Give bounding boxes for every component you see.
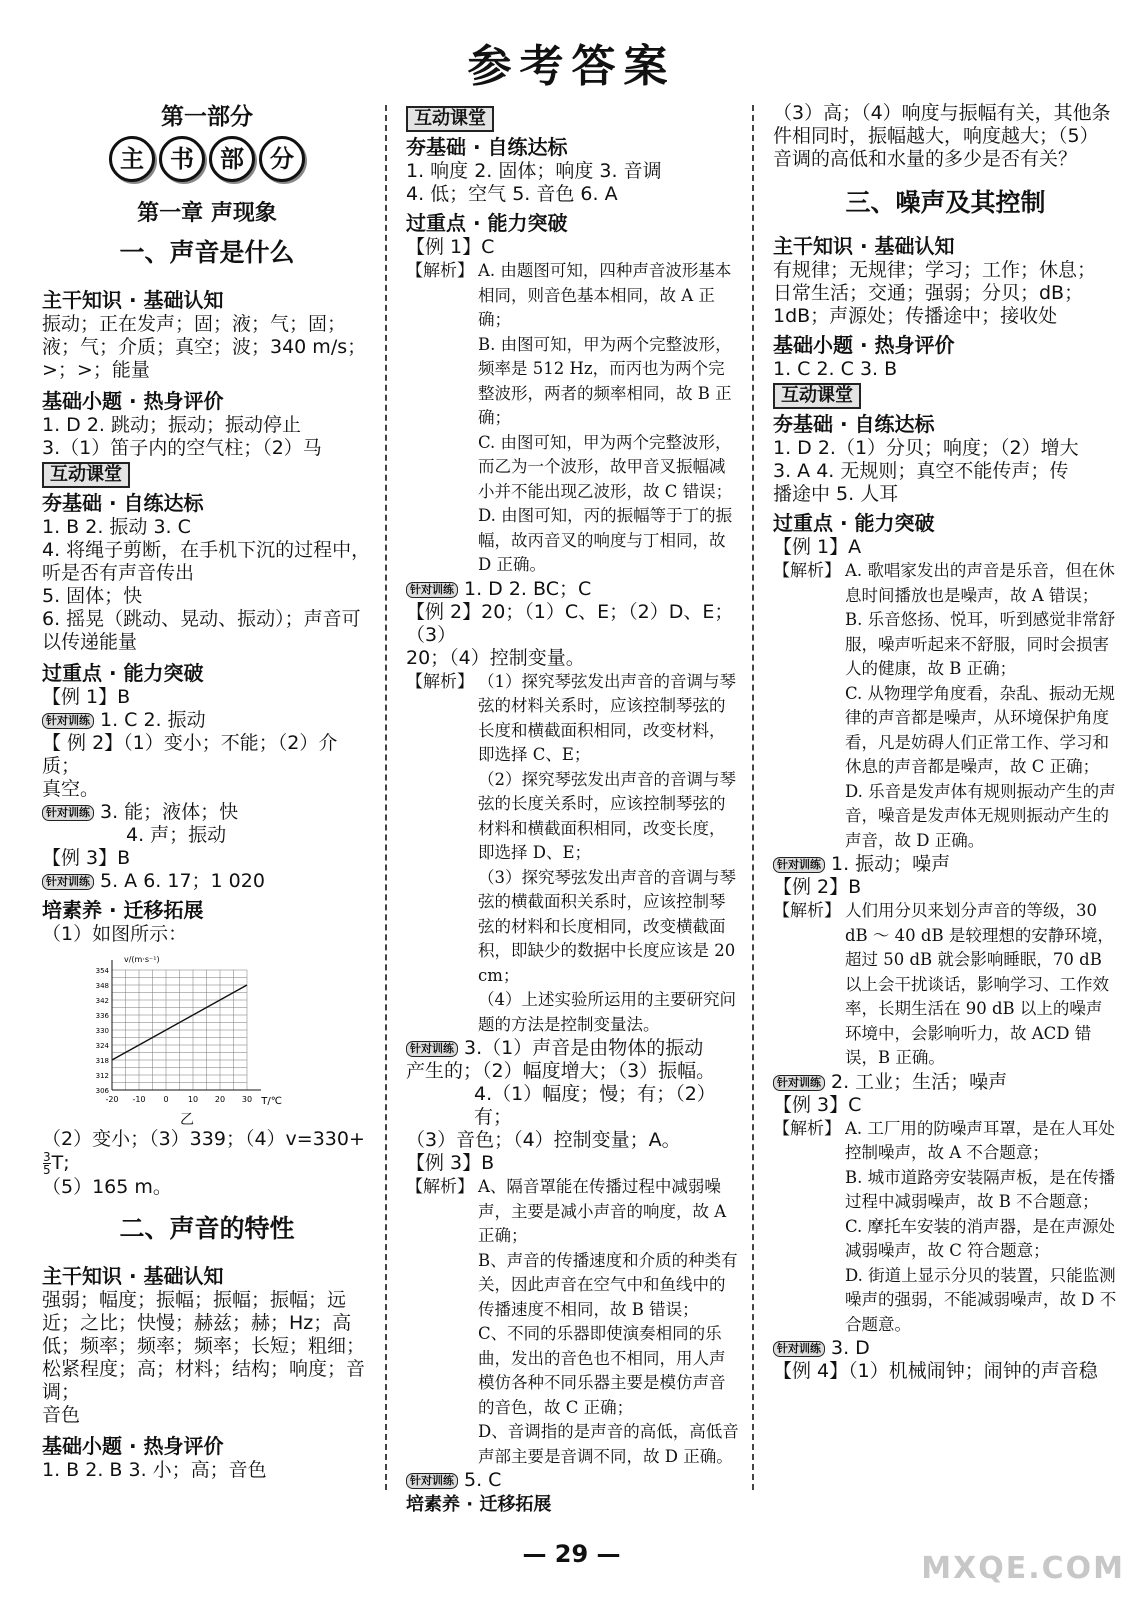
chapter-title: 第一章 声现象 xyxy=(137,201,277,226)
answer-line: 音调的高低和水量的多少是否有关？ xyxy=(773,148,1078,170)
y-tick-label: 336 xyxy=(95,1012,109,1020)
drill-answer xyxy=(406,1469,741,1492)
answer-line: >；>；能量 xyxy=(42,359,150,381)
drill-text: 3.（1）声音是由物体的振动 xyxy=(464,1037,704,1059)
drill-text: 3. 能；液体；快 xyxy=(100,801,239,823)
chart-grid xyxy=(112,960,261,1090)
example-answer: 【例 1】A xyxy=(773,536,862,558)
drill-answer xyxy=(773,1071,1118,1094)
subheading: 基础小题 · 热身评价 xyxy=(42,389,224,413)
drill-answer xyxy=(42,801,372,824)
subheading: 过重点 · 能力突破 xyxy=(42,661,204,685)
answer-line: 振动；正在发声；固；液；气；固； xyxy=(42,313,347,335)
drill-text: 1. 振动；噪声 xyxy=(831,853,951,875)
answer-line: （1）如图所示： xyxy=(42,923,188,945)
explanation-item: （4）上述实验所运用的主要研究问题的方法是控制变量法。 xyxy=(478,990,736,1034)
drill-answer xyxy=(773,1337,1118,1360)
banner-char: 主 xyxy=(109,136,155,182)
answer-line: 液；气；介质；真空；波；340 m/s； xyxy=(42,336,367,358)
subheading: 夯基础 · 自练达标 xyxy=(42,491,204,515)
answer-line: 1. C 2. C 3. B xyxy=(773,358,898,380)
answer-line: 近；之比；快慢；赫兹；赫；Hz；高 xyxy=(42,1312,352,1334)
interactive-class-badge: 互动课堂 xyxy=(773,383,861,409)
answer-line: 日常生活；交通；强弱；分贝；dB； xyxy=(773,282,1084,304)
drill-text: 1. D 2. BC；C xyxy=(464,577,592,600)
explanation-item: C. 摩托车安装的消声器，是在声源处减弱噪声，故 C 符合题意； xyxy=(845,1216,1116,1260)
drill-answer xyxy=(42,709,372,732)
explanation-item: A. 由题图可知，四种声音波形基本相同，则音色基本相同，故 A 正确； xyxy=(478,261,732,329)
section-title: 二、声音的特性 xyxy=(119,1214,295,1243)
answer-line: 1. B 2. 振动 3. C xyxy=(42,516,191,538)
chart-y-label: v/(m·s⁻¹) xyxy=(124,955,160,964)
answer-line: 1. D 2. 跳动；振动；振动停止 xyxy=(42,414,302,436)
y-tick-label: 354 xyxy=(95,967,109,975)
example-answer: 【例 2】B xyxy=(773,876,862,898)
answer-line xyxy=(42,1128,372,1176)
y-tick-label: 318 xyxy=(95,1057,109,1065)
x-tick-label: -20 xyxy=(105,1095,119,1104)
answer-line: （3）高；（4）响度与振幅有关，其他条 xyxy=(773,102,1111,124)
explanation-item: B. 城市道路旁安装隔声板，是在传播过程中减弱噪声，故 B 不合题意； xyxy=(845,1167,1116,1211)
answer-line: 4. 将绳子剪断，在手机下沉的过程中， xyxy=(42,539,371,561)
drill-text: 3. D xyxy=(831,1337,870,1359)
explanation-block xyxy=(406,670,741,1038)
answer-line: 3. A 4. 无规则；真空不能传声；传 xyxy=(773,460,1069,482)
column-divider xyxy=(385,105,387,1490)
interactive-class-badge: 互动课堂 xyxy=(42,462,130,488)
explanation-label: 【解析】 xyxy=(406,1177,474,1197)
example-answer: 【例 3】B xyxy=(406,1152,495,1174)
explanation-block xyxy=(773,559,1118,853)
answer-line: 松紧程度；高；材料；结构；响度；音调； xyxy=(42,1358,366,1403)
example-answer: 【例 1】C xyxy=(406,236,495,258)
explanation-label: 【解析】 xyxy=(406,261,474,281)
y-tick-label: 342 xyxy=(95,997,109,1005)
example-answer: 真空。 xyxy=(42,778,100,800)
drill-text: 1. C 2. 振动 xyxy=(100,709,206,731)
section-title: 一、声音是什么 xyxy=(119,238,295,267)
subheading: 基础小题 · 热身评价 xyxy=(42,1434,224,1458)
answer-line: 4. 低；空气 5. 音色 6. A xyxy=(406,183,618,205)
answer-line: 1. B 2. B 3. 小；高；音色 xyxy=(42,1459,267,1481)
example-answer: 【例 3】C xyxy=(773,1093,862,1116)
answer-line: 音色 xyxy=(42,1404,81,1426)
explanation-item: D、音调指的是声音的高低，高低音声部主要是音调不同，故 D 正确。 xyxy=(478,1422,739,1466)
subheading: 培素养 · 迁移拓展 xyxy=(42,898,204,922)
interactive-class-badge: 互动课堂 xyxy=(406,106,494,132)
subheading: 培素养 · 迁移拓展 xyxy=(406,1494,552,1515)
answer-line: 6. 摇晃（跳动、晃动、振动）；声音可 xyxy=(42,608,361,630)
chart-ticks xyxy=(96,967,252,1104)
drill-tag: 针对训练 xyxy=(773,1341,825,1357)
banner-char: 书 xyxy=(159,136,205,182)
fraction xyxy=(43,1151,51,1176)
answer-line: （5）165 m。 xyxy=(42,1176,172,1198)
drill-tag: 针对训练 xyxy=(42,805,94,821)
x-tick-label: -10 xyxy=(132,1095,146,1104)
example-answer: 20；（4）控制变量。 xyxy=(406,646,585,669)
explanation-item: C. 由图可知，甲为两个完整波形，而乙为一个波形，故甲音叉振幅减小并不能出现乙波形，故 C 错误； xyxy=(478,432,733,501)
subheading: 主干知识 · 基础认知 xyxy=(42,1264,224,1288)
subheading: 夯基础 · 自练达标 xyxy=(406,135,568,159)
section-title: 三、噪声及其控制 xyxy=(845,188,1046,217)
subheading: 夯基础 · 自练达标 xyxy=(773,412,935,436)
drill-text: 5. A 6. 17；1 020 xyxy=(100,870,265,892)
answer-line: 1dB；声源处；传播途中；接收处 xyxy=(773,305,1058,327)
page-title: 参考答案 xyxy=(467,41,676,92)
column-3 xyxy=(773,102,1118,1520)
drill-answer: 产生的；（2）幅度增大；（3）振幅。 xyxy=(406,1060,716,1082)
drill-answer xyxy=(406,1037,741,1060)
explanation-block xyxy=(773,899,1118,1071)
y-tick-label: 306 xyxy=(95,1087,109,1095)
answer-line: 以传递能量 xyxy=(42,631,138,653)
section-banner xyxy=(42,136,372,182)
answer-line: 3.（1）笛子内的空气柱；（2）马 xyxy=(42,437,322,459)
answer-text: （2）变小；（3）339；（4）v=330+ xyxy=(42,1128,365,1150)
drill-answer xyxy=(42,870,372,893)
drill-tag: 针对训练 xyxy=(406,582,458,598)
explanation-item: A. 工厂用的防噪声耳罩，是在人耳处控制噪声，故 A 不合题意； xyxy=(845,1118,1115,1162)
drill-text: 5. C xyxy=(464,1469,502,1491)
drill-tag: 针对训练 xyxy=(406,1473,458,1489)
x-tick-label: 10 xyxy=(187,1095,199,1104)
drill-text: 2. 工业；生活；噪声 xyxy=(831,1070,1008,1093)
answer-line: 有规律；无规律；学习；工作；休息； xyxy=(773,259,1097,281)
subheading: 主干知识 · 基础认知 xyxy=(42,288,224,312)
y-tick-label: 312 xyxy=(95,1072,109,1080)
explanation-label: 【解析】 xyxy=(406,671,474,692)
answer-line: 听是否有声音传出 xyxy=(42,562,195,584)
x-tick-label: 0 xyxy=(163,1095,169,1104)
chart-x-label: T/℃ xyxy=(261,1096,282,1107)
explanation-item: A、隔音罩能在传播过程中减弱噪声，主要是减小声音的响度，故 A 正确； xyxy=(478,1177,727,1245)
subheading: 基础小题 · 热身评价 xyxy=(773,333,955,357)
example-answer: 【 例 2】（1）变小；不能；（2）介质； xyxy=(42,732,338,777)
part-heading: 第一部分 xyxy=(161,104,253,130)
drill-tag: 针对训练 xyxy=(42,713,94,729)
explanation-item: （2）探究琴弦发出声音的音调与琴弦的长度关系时，应该控制琴弦的材料和横截面积相同，改变长度，即选择 D、E； xyxy=(478,769,736,862)
column-1 xyxy=(42,100,372,1520)
subheading: 主干知识 · 基础认知 xyxy=(773,234,955,258)
y-tick-label: 324 xyxy=(95,1042,109,1050)
drill-answer xyxy=(406,578,741,601)
explanation-label: 【解析】 xyxy=(773,1118,841,1139)
drill-tag: 针对训练 xyxy=(42,874,94,890)
explanation-item: B、声音的传播速度和介质的种类有关，因此声音在空气中和鱼线中的传播速度不相同，故 B 错误； xyxy=(478,1250,738,1319)
example-answer: 【例 3】B xyxy=(42,847,131,869)
column-2 xyxy=(406,104,741,1520)
banner-char: 分 xyxy=(259,136,305,182)
explanation-label: 【解析】 xyxy=(773,561,841,581)
answer-line: 件相同时，振幅越大，响度越大；（5） xyxy=(773,125,1099,147)
y-tick-label: 348 xyxy=(95,982,109,990)
x-tick-label: 30 xyxy=(241,1095,253,1104)
explanation-item: C. 从物理学角度看，杂乱、振动无规律的声音都是噪声，从环境保护角度看，凡是妨碍人们正常工作、学习和休息的声音都是噪声，故 C 正确； xyxy=(845,683,1116,776)
drill-tag: 针对训练 xyxy=(773,1075,825,1091)
explanation-block xyxy=(773,1117,1118,1338)
x-tick-label: 20 xyxy=(214,1095,226,1104)
example-answer: 【例 2】20；（1）C、E；（2）D、E；（3） xyxy=(406,600,734,646)
fraction-numerator: 3 xyxy=(43,1150,51,1164)
answer-line: 1. 响度 2. 固体；响度 3. 音调 xyxy=(406,160,662,182)
fraction-denominator: 5 xyxy=(43,1163,51,1177)
explanation-item: D. 乐音是发声体有规则振动产生的声音，噪音是发声体无规则振动产生的声音，故 D 正确。 xyxy=(845,781,1116,850)
explanation-item: 人们用分贝来划分声音的等级，30 dB ～ 40 dB 是较理想的安静环境，超过 50 dB 就会影响睡眠，70 dB 以上会干扰谈话，影响学习、工作效率，长期生活在 90 dB 以上的噪声环境中，会影响听力，故 ACD 错误，B 正确。 xyxy=(845,901,1114,1067)
answer-line: 1. D 2.（1）分贝；响度；（2）增大 xyxy=(773,437,1079,459)
answer-line: 低；频率；频率；频率；长短；粗细； xyxy=(42,1335,366,1357)
watermark: MXQE.COM xyxy=(921,1551,1125,1586)
figure-label: 乙 xyxy=(180,1112,194,1128)
explanation-label: 【解析】 xyxy=(773,901,841,921)
speed-temperature-chart xyxy=(82,952,282,1112)
explanation-block xyxy=(406,1175,741,1469)
column-divider xyxy=(752,105,754,1490)
explanation-item: D. 由图可知，丙的振幅等于丁的振幅，故丙音叉的响度与丁相同，故 D 正确。 xyxy=(478,506,733,574)
answer-line: 播途中 5. 人耳 xyxy=(773,483,899,505)
subheading: 过重点 · 能力突破 xyxy=(773,511,935,535)
explanation-item: （3）探究琴弦发出声音的音调与琴弦的横截面积关系时，应该控制琴弦的材料和长度相同，改变横截面积，即缺少的数据中长度应该是 20 cm； xyxy=(478,867,736,985)
drill-answer xyxy=(773,853,1118,876)
explanation-item: B. 乐音悠扬、悦耳，听到感觉非常舒服，噪声听起来不舒服，同时会损害人的健康，故 B 正确； xyxy=(845,610,1116,678)
drill-tag: 针对训练 xyxy=(406,1041,458,1057)
example-answer: 【例 4】（1）机械闹钟；闹钟的声音稳 xyxy=(773,1360,1098,1382)
explanation-block xyxy=(406,259,741,578)
explanation-item: D. 街道上显示分贝的装置，只能监测噪声的强弱，不能减弱噪声，故 D 不合题意。 xyxy=(845,1265,1117,1334)
drill-tag: 针对训练 xyxy=(773,857,825,873)
drill-answer: 4.（1）幅度；慢；有；（2）有； xyxy=(474,1083,716,1128)
explanation-item: A. 歌唱家发出的声音是乐音，但在休息时间播放也是噪声，故 A 错误； xyxy=(845,561,1115,605)
explanation-item: （1）探究琴弦发出声音的音调与琴弦的材料关系时，应该控制琴弦的长度和横截面积相同，改变材料，即选择 C、E； xyxy=(478,671,736,764)
explanation-item: C、不同的乐器即使演奏相同的乐曲，发出的音色也不相同，用人声模仿各种不同乐器主要是模仿声音的音色，故 C 正确； xyxy=(478,1324,726,1417)
page-number: — 29 — xyxy=(522,1540,621,1568)
answer-line: 强弱；幅度；振幅；振幅；振幅；远 xyxy=(42,1289,347,1311)
subheading: 过重点 · 能力突破 xyxy=(406,211,568,235)
explanation-item: B. 由图可知，甲为两个完整波形，频率是 512 Hz，而丙也为两个完整波形，两者的频率相同，故 B 正确； xyxy=(478,334,732,427)
example-answer: 【例 1】B xyxy=(42,686,131,708)
answer-line: 5. 固体；快 xyxy=(42,585,143,607)
answer-text: T; xyxy=(51,1152,70,1174)
y-tick-label: 330 xyxy=(95,1027,109,1035)
drill-answer: （3）音色；（4）控制变量；A。 xyxy=(406,1129,681,1151)
drill-answer: 4. 声；振动 xyxy=(126,824,227,846)
banner-char: 部 xyxy=(209,136,255,182)
